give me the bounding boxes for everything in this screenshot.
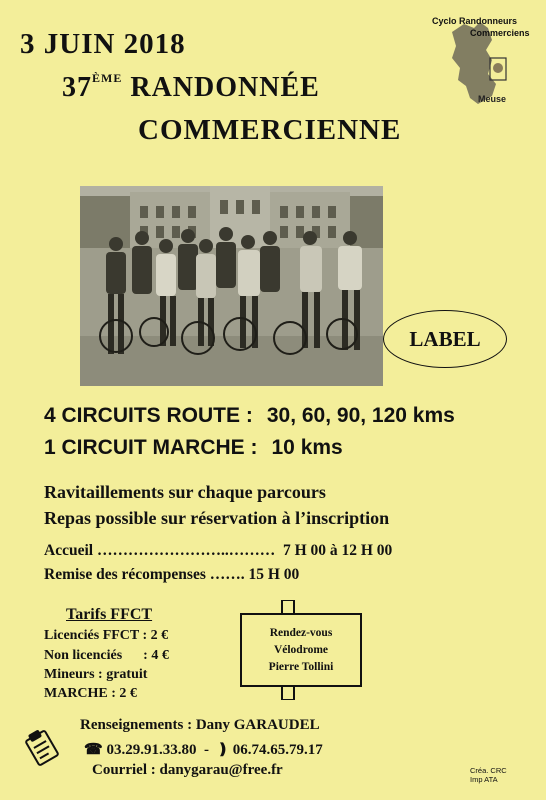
title-line-1 <box>62 72 320 104</box>
rendezvous-line2: Vélodrome <box>273 643 329 656</box>
circuit-marche-label: 1 CIRCUIT MARCHE : <box>44 436 258 459</box>
ravitaillements-text: Ravitaillements sur chaque parcours <box>44 482 326 502</box>
tarif-line: MARCHE : 2 € <box>44 686 137 701</box>
title-randonnee: RANDONNÉE <box>130 72 320 103</box>
circuits-route <box>44 404 455 428</box>
remise-schedule: Remise des récompenses ……. 15 H 00 <box>44 566 300 583</box>
credit-imp: Imp ATA <box>470 775 498 784</box>
group-photo <box>80 186 383 386</box>
edition-number: 37 <box>62 72 92 103</box>
logo-text-line1: Cyclo Randonneurs <box>432 16 518 26</box>
repas-text: Repas possible sur réservation à l’inscription <box>44 508 390 528</box>
tarif-line: Mineurs : gratuit <box>44 667 148 682</box>
circuits-route-label: 4 CIRCUITS ROUTE : <box>44 404 253 427</box>
courriel-contact: Courriel : danygarau@free.fr <box>92 762 283 778</box>
label-badge: LABEL <box>383 310 507 368</box>
tarif-line: Licenciés FFCT : 2 € <box>44 628 169 643</box>
tarifs-heading: Tarifs FFCT <box>66 606 153 623</box>
clipboard-icon <box>22 728 62 768</box>
edition-superscript: ÈME <box>92 70 123 85</box>
tarif-line: Non licenciés : 4 € <box>44 648 169 663</box>
logo-meuse-text: Meuse <box>478 94 507 104</box>
phone-mobile: 06.74.65.79.17 <box>232 742 323 758</box>
circuit-marche-distance: 10 kms <box>271 436 343 459</box>
renseignements-contact: Renseignements : Dany GARAUDEL <box>80 717 320 733</box>
group-photo-illustration <box>80 186 383 386</box>
rendezvous-line3: Pierre Tollini <box>268 660 334 673</box>
logo-text-line2: Commerciens <box>470 28 530 38</box>
credit-crea: Créa. CRC <box>470 766 507 775</box>
print-credits <box>470 766 507 784</box>
event-date: 3 JUIN 2018 <box>20 28 186 60</box>
circuit-marche <box>44 436 343 460</box>
phone-line <box>84 740 323 759</box>
rendezvous-sign <box>240 613 362 687</box>
rendezvous-line1: Rendez-vous <box>269 626 333 639</box>
phone-separator: - <box>203 742 209 758</box>
accueil-schedule: Accueil ……………………..……… 7 H 00 à 12 H 00 <box>44 542 393 559</box>
phone-icon: ☎ <box>84 742 107 758</box>
circuits-route-distances: 30, 60, 90, 120 kms <box>266 404 455 427</box>
mobile-icon: ❫ <box>216 742 233 758</box>
title-line-2: COMMERCIENNE <box>138 114 402 146</box>
phone-landline: 03.29.91.33.80 <box>106 742 197 758</box>
